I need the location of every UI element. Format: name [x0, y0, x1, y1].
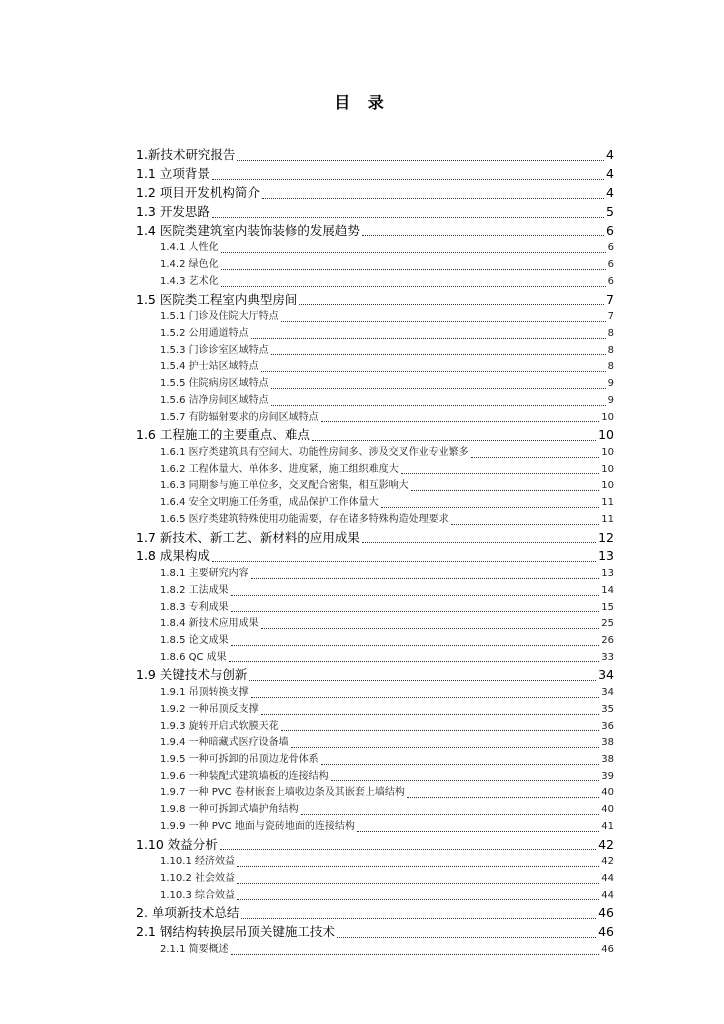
- toc-subentry[interactable]: [136, 445, 614, 462]
- toc-page-number: 36: [601, 720, 614, 732]
- toc-entry-title: 1.5.7 有防辐射要求的房间区域特点: [160, 411, 319, 423]
- toc-entry[interactable]: [136, 666, 614, 685]
- toc-entry[interactable]: [136, 165, 614, 184]
- toc-page-number: 12: [598, 529, 614, 545]
- dot-leader: [221, 286, 606, 287]
- dot-leader: [229, 661, 600, 662]
- dot-leader: [212, 217, 604, 218]
- toc-entry-title: 1.4.2 绿色化: [160, 259, 219, 271]
- toc-page-number: 10: [598, 427, 614, 443]
- toc-entry[interactable]: [136, 291, 614, 310]
- toc-page-number: 39: [601, 770, 614, 782]
- toc-subentry[interactable]: [136, 495, 614, 512]
- dot-leader: [231, 645, 600, 646]
- dot-leader: [337, 937, 596, 938]
- toc-page-number: 38: [601, 754, 614, 766]
- toc-page-number: 42: [598, 836, 614, 852]
- toc-page-number: 40: [601, 787, 614, 799]
- toc-entry-title: 1.6.3 同期参与施工单位多，交叉配合密集，相互影响大: [160, 480, 409, 492]
- toc-page-number: 10: [601, 447, 614, 459]
- toc-subentry[interactable]: [136, 512, 614, 529]
- toc-page-number: 44: [601, 873, 614, 885]
- toc-page-number: 4: [606, 146, 614, 162]
- toc-subentry[interactable]: [136, 719, 614, 736]
- toc-page-number: 11: [601, 513, 614, 525]
- dot-leader: [301, 814, 600, 815]
- dot-leader: [237, 899, 599, 900]
- toc-subentry[interactable]: [136, 478, 614, 495]
- dot-leader: [251, 697, 600, 698]
- dot-leader: [331, 780, 600, 781]
- toc-page-number: 46: [598, 924, 614, 940]
- toc-entry-title: 1.9.9 一种 PVC 地面与瓷砖地面的连接结构: [160, 820, 355, 832]
- toc-page-number: 6: [607, 259, 614, 271]
- toc-entry[interactable]: [136, 222, 614, 241]
- toc-page-number: 6: [607, 275, 614, 287]
- toc-subentry[interactable]: [136, 854, 614, 871]
- dot-leader: [231, 611, 600, 612]
- toc-entry[interactable]: [136, 547, 614, 566]
- toc-entry-title: 1.9.3 旋转开启式软膜天花: [160, 720, 279, 732]
- toc-subentry[interactable]: [136, 650, 614, 667]
- toc-subentry[interactable]: [136, 600, 614, 617]
- toc-page-number: 38: [601, 737, 614, 749]
- toc-entry-title: 1.6.1 医疗类建筑具有空间大、功能性房间多、涉及交叉作业专业繁多: [160, 447, 469, 459]
- toc-entry-title: 1.6.5 医疗类建筑特殊使用功能需要，存在诸多特殊构造处理要求: [160, 513, 449, 525]
- dot-leader: [451, 524, 600, 525]
- toc-entry-title: 1.4.3 艺术化: [160, 275, 219, 287]
- toc-subentry[interactable]: [136, 309, 614, 326]
- toc-entry-title: 1.5.6 洁净房间区域特点: [160, 394, 269, 406]
- dot-leader: [299, 304, 604, 305]
- dot-leader: [321, 421, 600, 422]
- toc-subentry[interactable]: [136, 393, 614, 410]
- toc-entry-title: 1.8 成果构成: [136, 548, 210, 564]
- dot-leader: [407, 797, 599, 798]
- toc-subentry[interactable]: [136, 819, 614, 836]
- toc-entry-title: 1.5.2 公用通道特点: [160, 328, 249, 340]
- toc-entry-title: 1.9.1 吊顶转换支撑: [160, 687, 249, 699]
- toc-entry-title: 1.10.2 社会效益: [160, 873, 235, 885]
- toc-page-number: 4: [606, 165, 614, 181]
- toc-entry-title: 1.6 工程施工的主要重点、难点: [136, 427, 310, 443]
- toc-subentry[interactable]: [136, 702, 614, 719]
- toc-entry-title: 1.8.4 新技术应用成果: [160, 618, 259, 630]
- toc-page-number: 42: [601, 856, 614, 868]
- toc-page-number: 13: [598, 548, 614, 564]
- toc-page-number: 4: [606, 184, 614, 200]
- toc-page-number: 13: [601, 568, 614, 580]
- toc-page-number: 14: [601, 585, 614, 596]
- toc-entry-title: 1.5.5 住院病房区域特点: [160, 378, 269, 390]
- toc-entry-title: 1.9 关键技术与创新: [136, 667, 248, 683]
- toc-entry[interactable]: [136, 146, 614, 165]
- dot-leader: [271, 354, 606, 355]
- toc-page-number: 6: [607, 242, 614, 254]
- toc-subentry[interactable]: [136, 752, 614, 769]
- toc-entry-title: 1.10 效益分析: [136, 836, 218, 852]
- dot-leader: [262, 198, 604, 199]
- toc-entry-title: 1.9.2 一种吊顶反支撑: [160, 704, 259, 716]
- toc-page-number: 10: [601, 463, 614, 475]
- dot-leader: [241, 918, 596, 919]
- toc-page-number: 34: [601, 687, 614, 699]
- toc-entry-title: 2.1.1 简要概述: [160, 944, 229, 956]
- dot-leader: [321, 764, 600, 765]
- toc-subentry[interactable]: [136, 462, 614, 479]
- toc-entry-title: 2.1 钢结构转换层吊顶关键施工技术: [136, 924, 335, 940]
- toc-page-number: 7: [607, 311, 614, 323]
- toc-page-number: 9: [607, 394, 614, 406]
- dot-leader: [249, 680, 596, 681]
- toc-entry-title: 1.5.3 门诊诊室区域特点: [160, 344, 269, 356]
- toc-subentry[interactable]: [136, 888, 614, 905]
- toc-page-number: 46: [598, 905, 614, 921]
- dot-leader: [471, 457, 600, 458]
- dot-leader: [357, 831, 599, 832]
- toc-page-number: 46: [601, 944, 614, 956]
- dot-leader: [271, 405, 606, 406]
- toc-subentry[interactable]: [136, 326, 614, 343]
- toc-entry-title: 1.8.3 专利成果: [160, 601, 229, 613]
- dot-leader: [261, 371, 606, 372]
- dot-leader: [251, 578, 600, 579]
- toc-page-number: 5: [606, 203, 614, 219]
- toc-page-number: 9: [607, 378, 614, 390]
- dot-leader: [281, 730, 600, 731]
- toc-page-number: 15: [601, 601, 614, 613]
- toc-subentry[interactable]: [136, 566, 614, 583]
- dot-leader: [237, 883, 599, 884]
- toc-subentry[interactable]: [136, 410, 614, 427]
- toc-page-number: 34: [598, 667, 614, 683]
- toc-page-number: 41: [601, 820, 614, 832]
- dot-leader: [221, 252, 606, 253]
- dot-leader: [237, 866, 599, 867]
- dot-leader: [251, 338, 606, 339]
- toc-subentry[interactable]: [136, 359, 614, 376]
- dot-leader: [401, 473, 600, 474]
- toc-subentry[interactable]: [136, 274, 614, 291]
- dot-leader: [221, 269, 606, 270]
- dot-leader: [312, 440, 596, 441]
- toc-entry-title: 2. 单项新技术总结: [136, 905, 240, 921]
- toc-entry-title: 1.5.4 护士站区域特点: [160, 361, 259, 373]
- dot-leader: [362, 235, 604, 236]
- dot-leader: [411, 490, 600, 491]
- toc-subentry[interactable]: [136, 769, 614, 786]
- dot-leader: [231, 595, 600, 596]
- toc-entry[interactable]: [136, 836, 614, 855]
- page-title: 目 录: [334, 93, 390, 112]
- toc-page-number: 35: [601, 704, 614, 716]
- table-of-contents: [136, 146, 614, 959]
- toc-entry[interactable]: [136, 529, 614, 548]
- toc-subentry[interactable]: [136, 616, 614, 633]
- toc-entry-title: 1.7 新技术、新工艺、新材料的应用成果: [136, 529, 360, 545]
- toc-subentry[interactable]: [136, 583, 614, 600]
- toc-entry-title: 1.8.1 主要研究内容: [160, 568, 249, 580]
- toc-page-number: 10: [601, 480, 614, 492]
- toc-subentry[interactable]: [136, 685, 614, 702]
- dot-leader: [212, 561, 596, 562]
- toc-entry[interactable]: [136, 426, 614, 445]
- toc-page-number: 25: [601, 618, 614, 630]
- toc-entry-title: 1.9.6 一种装配式建筑墙板的连接结构: [160, 770, 329, 782]
- toc-entry-title: 1.9.5 一种可拆卸的吊顶边龙骨体系: [160, 754, 319, 766]
- toc-entry-title: 1.5 医院类工程室内典型房间: [136, 291, 298, 307]
- toc-entry-title: 1.10.3 综合效益: [160, 889, 235, 901]
- dot-leader: [212, 179, 604, 180]
- toc-page-number: 8: [607, 361, 614, 373]
- toc-page-number: 26: [601, 635, 614, 647]
- toc-page-number: 40: [601, 804, 614, 816]
- toc-entry[interactable]: [136, 184, 614, 203]
- toc-entry[interactable]: [136, 904, 614, 923]
- dot-leader: [271, 388, 606, 389]
- toc-page-number: 44: [601, 889, 614, 901]
- toc-entry[interactable]: [136, 203, 614, 222]
- dot-leader: [220, 849, 596, 850]
- toc-entry-title: 1.3 开发思路: [136, 203, 210, 219]
- toc-entry-title: 1.5.1 门诊及住院大厅特点: [160, 311, 279, 323]
- toc-page-number: 33: [601, 651, 614, 663]
- toc-entry-title: 1.9.7 一种 PVC 卷材嵌套上墙收边条及其嵌套上墙结构: [160, 787, 405, 799]
- toc-subentry[interactable]: [136, 633, 614, 650]
- toc-entry-title: 1.8.2 工法成果: [160, 585, 229, 596]
- toc-subentry[interactable]: [136, 376, 614, 393]
- toc-entry-title: 1.10.1 经济效益: [160, 856, 235, 868]
- dot-leader: [381, 507, 600, 508]
- toc-page-number: 7: [606, 291, 614, 307]
- toc-entry[interactable]: [136, 923, 614, 942]
- toc-page-number: 8: [607, 328, 614, 340]
- dot-leader: [291, 747, 600, 748]
- toc-entry-title: 1.新技术研究报告: [136, 146, 236, 162]
- toc-page-number: 11: [601, 497, 614, 509]
- toc-subentry[interactable]: [136, 343, 614, 360]
- toc-entry-title: 1.2 项目开发机构简介: [136, 184, 260, 200]
- toc-subentry[interactable]: [136, 785, 614, 802]
- toc-entry-title: 1.8.5 论文成果: [160, 635, 229, 647]
- toc-subentry[interactable]: [136, 802, 614, 819]
- dot-leader: [261, 628, 600, 629]
- toc-subentry[interactable]: [136, 735, 614, 752]
- toc-subentry[interactable]: [136, 871, 614, 888]
- toc-entry-title: 1.4.1 人性化: [160, 242, 219, 254]
- toc-page-number: 6: [606, 222, 614, 238]
- toc-subentry[interactable]: [136, 942, 614, 959]
- toc-entry-title: 1.4 医院类建筑室内装饰装修的发展趋势: [136, 222, 360, 238]
- dot-leader: [362, 542, 596, 543]
- toc-entry-title: 1.6.2 工程体量大、单体多、进度紧，施工组织难度大: [160, 463, 399, 475]
- toc-entry-title: 1.6.4 安全文明施工任务重，成品保护工作体量大: [160, 497, 379, 509]
- toc-entry-title: 1.1 立项背景: [136, 165, 210, 181]
- toc-entry-title: 1.9.8 一种可拆卸式墙护角结构: [160, 804, 299, 816]
- dot-leader: [281, 321, 606, 322]
- dot-leader: [261, 714, 600, 715]
- toc-entry-title: 1.9.4 一种暗藏式医疗设备墙: [160, 737, 289, 749]
- toc-page-number: 10: [601, 411, 614, 423]
- toc-subentry[interactable]: [136, 257, 614, 274]
- toc-page-number: 8: [607, 344, 614, 356]
- dot-leader: [237, 160, 604, 161]
- toc-entry-title: 1.8.6 QC 成果: [160, 651, 227, 663]
- toc-subentry[interactable]: [136, 240, 614, 257]
- dot-leader: [231, 954, 600, 955]
